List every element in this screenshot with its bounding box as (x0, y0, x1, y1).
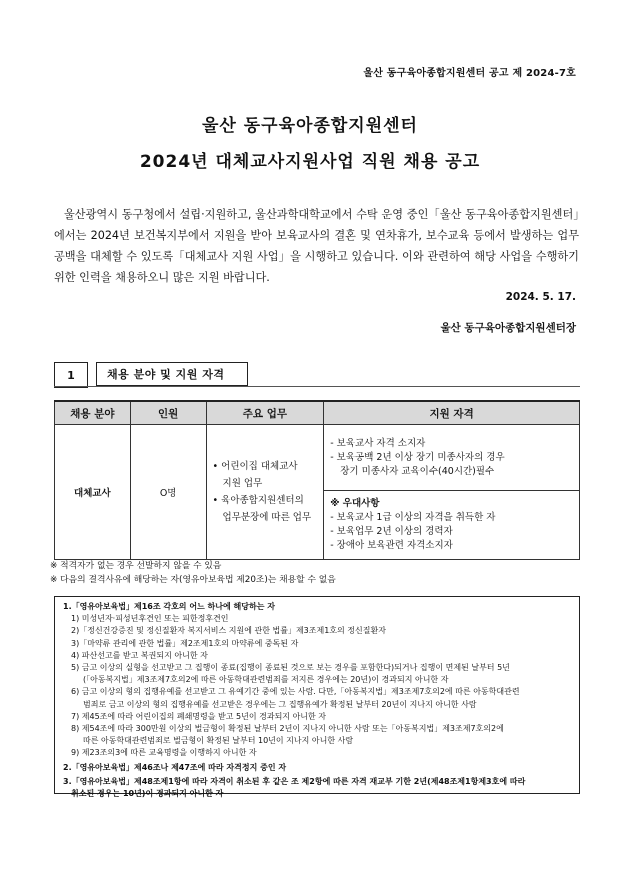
preferred-line: - 보육교사 1급 이상의 자격을 취득한 자 (330, 512, 496, 523)
disq-item: 9) 제23조의3에 따른 교육명령을 이행하지 아니한 자 (71, 748, 257, 758)
disq-heading-3-cont: 취소된 경우는 10년)이 경과되지 아니한 자 (71, 789, 224, 799)
cell-preferred (324, 491, 580, 560)
requirements-table (54, 400, 580, 560)
cell-duties (206, 425, 324, 560)
notes (50, 559, 336, 587)
preferred-title: ※ 우대사항 (330, 498, 380, 509)
cell-field: 대체교사 (55, 425, 131, 560)
disq-item-cont: 범죄로 금고 이상의 형의 집행유예를 선고받은 경우에는 그 집행유예가 확정된 날부터 20년이 지나지 아니한 사람 (83, 699, 477, 709)
duty-line: 업무분장에 따른 업무 (222, 512, 312, 523)
disq-item: 8) 제54조에 따라 300만원 이상의 벌금형이 확정된 날부터 2년이 지나지 아니한 사람 또는「아동복지법」제3조제7호의2에 (71, 724, 504, 734)
issuer-name: 울산 동구육아종합지원센터장 (440, 322, 576, 334)
qualification-line: - 보육교사 자격 소지자 (330, 437, 426, 449)
preferred-line: - 장애아 보육관련 자격소지자 (330, 540, 453, 551)
section-title: 채용 분야 및 지원 자격 (96, 362, 248, 386)
header-duties: 주요 업무 (206, 401, 324, 425)
cell-qualifications (324, 425, 580, 491)
disq-item: 4) 파산선고를 받고 복권되지 아니한 자 (71, 650, 208, 660)
section-divider (54, 386, 580, 387)
table-row (55, 425, 580, 491)
disqualification-box (54, 596, 580, 799)
disq-item-cont: (「아동복지법」제3조제7호의2에 따른 아동학대관련범죄를 저지른 경우에는 20년)이 경과되지 아니한 자 (83, 675, 449, 685)
intro-text: 울산광역시 동구청에서 설립·지원하고, 울산과학대학교에서 수탁 운영 중인「울산 동구육아종합지원센터」에서는 2024년 보건복지부에서 지원을 받아 보육교사의 결혼 및 연차휴가, 보수교육 등에서 발생하는 업무 공백을 대체할 수 있도록「대체교사 지원 사업」을 시행하고 있습니다. 이와 관련하여 해당 사업을 수행하기 위한 인력을 채용하오니 많은 지원 바랍니다. (54, 208, 579, 284)
preferred-line: - 보육업무 2년 이상의 경력자 (330, 526, 453, 537)
disq-heading-2: 2.「영유아보육법」제46조나 제47조에 따라 자격정지 중인 자 (63, 762, 287, 772)
disq-item: 2)「정신건강증진 및 정신질환자 복지서비스 지원에 관한 법률」제3조제1호의 정신질환자 (71, 626, 386, 636)
disq-item: 7) 제45조에 따라 어린이집의 폐쇄명령을 받고 5년이 경과되지 아니한 자 (71, 711, 327, 721)
notice-date: 2024. 5. 17. (505, 291, 576, 303)
disq-item: 6) 금고 이상의 형의 집행유예를 선고받고 그 유예기간 중에 있는 사람. 다만,「아동복지법」제3조제7호의2에 따른 아동학대관련 (71, 687, 520, 697)
duty-line: • 육아종합지원센터의 (212, 495, 304, 506)
qualification-line: 장기 미종사자 교육이수(40시간)필수 (340, 465, 495, 477)
header-count: 인원 (130, 401, 206, 425)
disq-item-cont: 따른 아동학대관련범죄로 벌금형이 확정된 날부터 10년이 지나지 아니한 사람 (83, 736, 354, 746)
section-number: 1 (54, 362, 88, 388)
table-header-row (55, 401, 580, 425)
intro-paragraph (54, 204, 579, 288)
qualification-line: - 보육공백 2년 이상 장기 미종사자의 경우 (330, 451, 505, 463)
cell-count: O명 (130, 425, 206, 560)
disq-item: 1) 미성년자·피성년후견인 또는 피한정후견인 (71, 614, 229, 624)
notice-number: 울산 동구육아종합지원센터 공고 제 2024-7호 (363, 68, 576, 79)
duty-line: 지원 업무 (222, 478, 263, 489)
duty-line: • 어린이집 대체교사 (212, 461, 298, 472)
page-title: 울산 동구육아종합지원센터 (202, 116, 418, 136)
disq-item: 3)「마약류 관리에 관한 법률」제2조제1호의 마약류에 중독된 자 (71, 638, 299, 648)
disq-heading-3: 3.「영유아보육법」제48조제1항에 따라 자격이 취소된 후 같은 조 제2항에 따른 자격 재교부 기한 2년(제48조제1항제3호에 따라 (63, 776, 526, 786)
disq-heading-1: 1.「영유아보육법」제16조 각호의 어느 하나에 해당하는 자 (63, 602, 275, 611)
page-subtitle: 2024년 대체교사지원사업 직원 채용 공고 (139, 152, 481, 172)
header-qualifications: 지원 자격 (324, 401, 580, 425)
note-line: ※ 다음의 결격사유에 해당하는 자(영유아보육법 제20조)는 채용할 수 없음 (50, 575, 336, 585)
disq-item: 5) 금고 이상의 실형을 선고받고 그 집행이 종료(집행이 종료된 것으로 보는 경우를 포함한다)되거나 집행이 면제된 날부터 5년 (71, 663, 510, 673)
note-line: ※ 적격자가 없는 경우 선발하지 않을 수 있음 (50, 561, 222, 571)
header-field: 채용 분야 (55, 401, 131, 425)
